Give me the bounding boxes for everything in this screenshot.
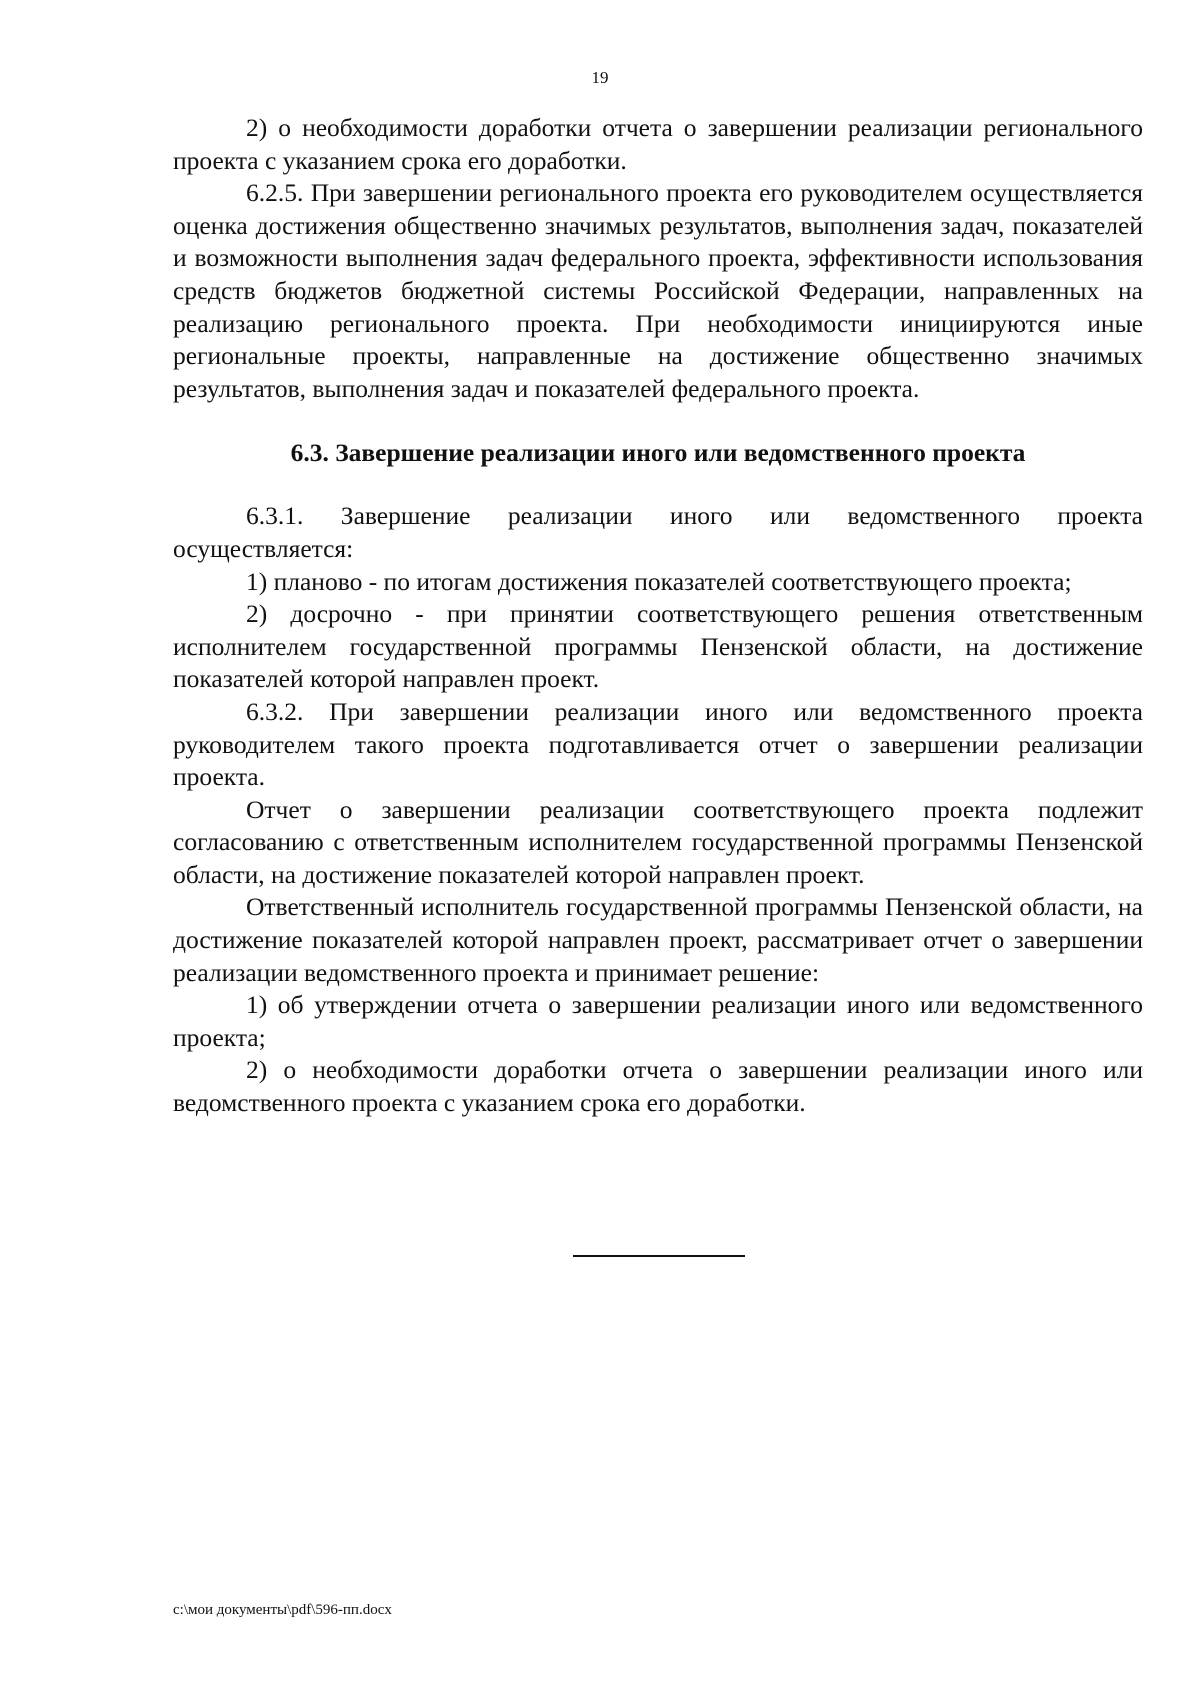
list-item-planned: 1) планово - по итогам достижения показателей соответствующего проекта;: [246, 566, 1072, 596]
end-separator-line: [573, 1255, 745, 1257]
paragraph-responsible-executor: Ответственный исполнитель государственной программы Пензенской области, на достижение показателей которой направлен проект, рассматривает отчет о завершении реализации ведомственного проекта и принимает решение:: [173, 892, 1143, 987]
paragraph-6-2-5: 6.2.5. При завершении регионального проекта его руководителем осуществляется оценка достижения общественно значимых результатов, выполнения задач, показателей и возможности выполнения задач федерального проекта, эффективности использования средств бюджетов бюджетной системы Российской Федерации, направленных на реализацию регионального проекта. При необходимости инициируются иные региональные проекты, направленные на достижение общественно значимых результатов, выполнения задач и показателей федерального проекта.: [173, 178, 1143, 403]
paragraph-6-3-1: 6.3.1. Завершение реализации иного или ведомственного проекта осуществляется:: [173, 501, 1143, 563]
page-number: 19: [591, 68, 609, 87]
paragraph-6-3-2: 6.3.2. При завершении реализации иного или ведомственного проекта руководителем такого проекта подготавливается отчет о завершении реализации проекта.: [173, 696, 1143, 792]
footer-file-path: c:\мои документы\pdf\596-пп.docx: [173, 1602, 392, 1618]
document-body: [173, 112, 1143, 1120]
section-heading-6-3: 6.3. Завершение реализации иного или ведомственного проекта: [290, 438, 1026, 468]
paragraph-2-revision: 2) о необходимости доработки отчета о завершении реализации регионального проекта с указанием срока его доработки.: [173, 113, 1143, 175]
list-item-early: 2) досрочно - при принятии соответствующего решения ответственным исполнителем государственной программы Пензенской области, на достижение показателей которой направлен проект.: [173, 599, 1143, 694]
list-item-revise-report: 2) о необходимости доработки отчета о завершении реализации иного или ведомственного проекта с указанием срока его доработки.: [173, 1055, 1143, 1118]
list-item-approve-report: 1) об утверждении отчета о завершении реализации иного или ведомственного проекта;: [173, 990, 1143, 1052]
paragraph-report-approval: Отчет о завершении реализации соответствующего проекта подлежит согласованию с ответственным исполнителем государственной программы Пензенской области, на достижение показателей которой направлен проект.: [173, 794, 1143, 889]
